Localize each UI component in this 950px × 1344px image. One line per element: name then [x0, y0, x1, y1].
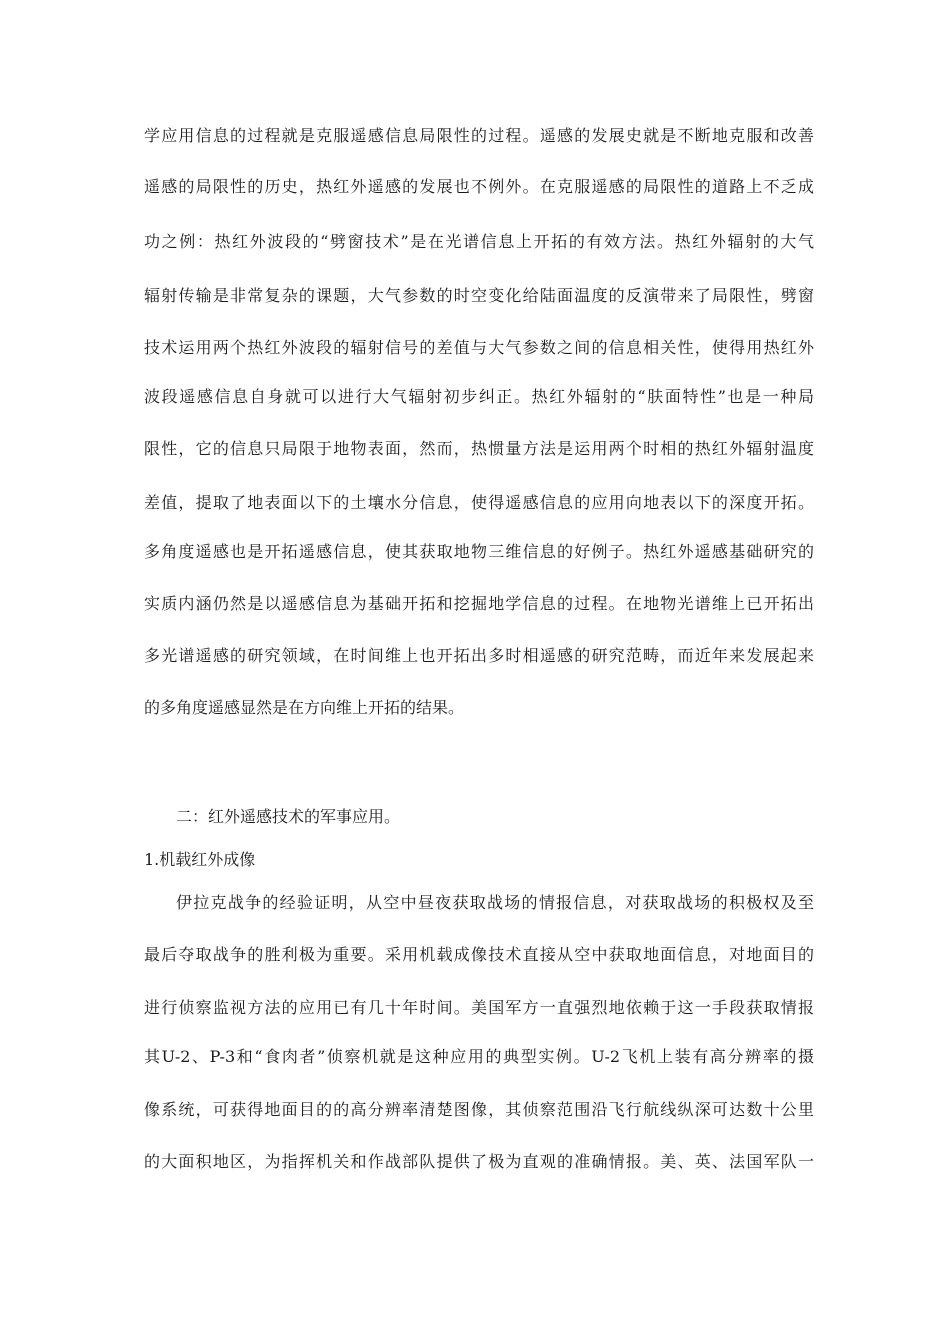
paragraph-1-line-6: 波段遥感信息自身就可以进行大气辐射初步纠正。热红外辐射的“肤面特性”也是一种局 — [144, 387, 814, 406]
subsection-heading: 1.机载红外成像 — [144, 850, 256, 869]
paragraph-1-line-10: 实质内涵仍然是以遥感信息为基础开拓和挖掘地学信息的过程。在地物光谱维上已开拓出 — [144, 594, 814, 613]
paragraph-2-line-6: 的大面积地区，为指挥机关和作战部队提供了极为直观的准确情报。美、英、法国军队一 — [144, 1152, 814, 1171]
section-heading: 二：红外遥感技术的军事应用。 — [176, 807, 401, 826]
paragraph-1-line-2: 遥感的局限性的历史，热红外遥感的发展也不例外。在克服遥感的局限性的道路上不乏成 — [144, 177, 814, 196]
paragraph-1-line-1: 学应用信息的过程就是克服遥感信息局限性的过程。遥感的发展史就是不断地克服和改善 — [144, 126, 814, 145]
paragraph-1-line-5: 技术运用两个热红外波段的辐射信号的差值与大气参数之间的信息相关性，使得用热红外 — [144, 338, 814, 357]
paragraph-2-line-3: 进行侦察监视方法的应用已有几十年时间。美国军方一直强烈地依赖于这一手段获取情报 — [144, 998, 814, 1017]
paragraph-2-line-5: 像系统，可获得地面目的的高分辨率清楚图像，其侦察范围沿飞行航线纵深可达数十公里 — [144, 1100, 814, 1119]
paragraph-1-line-4: 辐射传输是非常复杂的课题，大气参数的时空变化给陆面温度的反演带来了局限性，劈窗 — [144, 286, 814, 305]
paragraph-2-line-1: 伊拉克战争的经验证明，从空中昼夜获取战场的情报信息，对获取战场的积极权及至 — [176, 893, 814, 912]
paragraph-1-line-11: 多光谱遥感的研究领域，在时间维上也开拓出多时相遥感的研究范畴，而近年来发展起来 — [144, 646, 814, 665]
paragraph-1-line-8: 差值，提取了地表面以下的土壤水分信息，使得遥感信息的应用向地表以下的深度开拓。 — [144, 493, 814, 512]
paragraph-1-line-12: 的多角度遥感显然是在方向维上开拓的结果。 — [144, 698, 465, 717]
paragraph-2-line-4: 其U-2、P-3和“食肉者”侦察机就是这种应用的典型实例。U-2飞机上装有高分辨率的摄 — [144, 1047, 814, 1066]
paragraph-1-line-9: 多角度遥感也是开拓遥感信息，使其获取地物三维信息的好例子。热红外遥感基础研究的 — [144, 542, 814, 561]
paragraph-1-line-3: 功之例：热红外波段的“劈窗技术”是在光谱信息上开拓的有效方法。热红外辐射的大气 — [144, 232, 814, 251]
paragraph-2-line-2: 最后夺取战争的胜利极为重要。采用机载成像技术直接从空中获取地面信息，对地面目的 — [144, 945, 814, 964]
paragraph-1-line-7: 限性，它的信息只局限于地物表面，然而，热惯量方法是运用两个时相的热红外辐射温度 — [144, 439, 814, 458]
